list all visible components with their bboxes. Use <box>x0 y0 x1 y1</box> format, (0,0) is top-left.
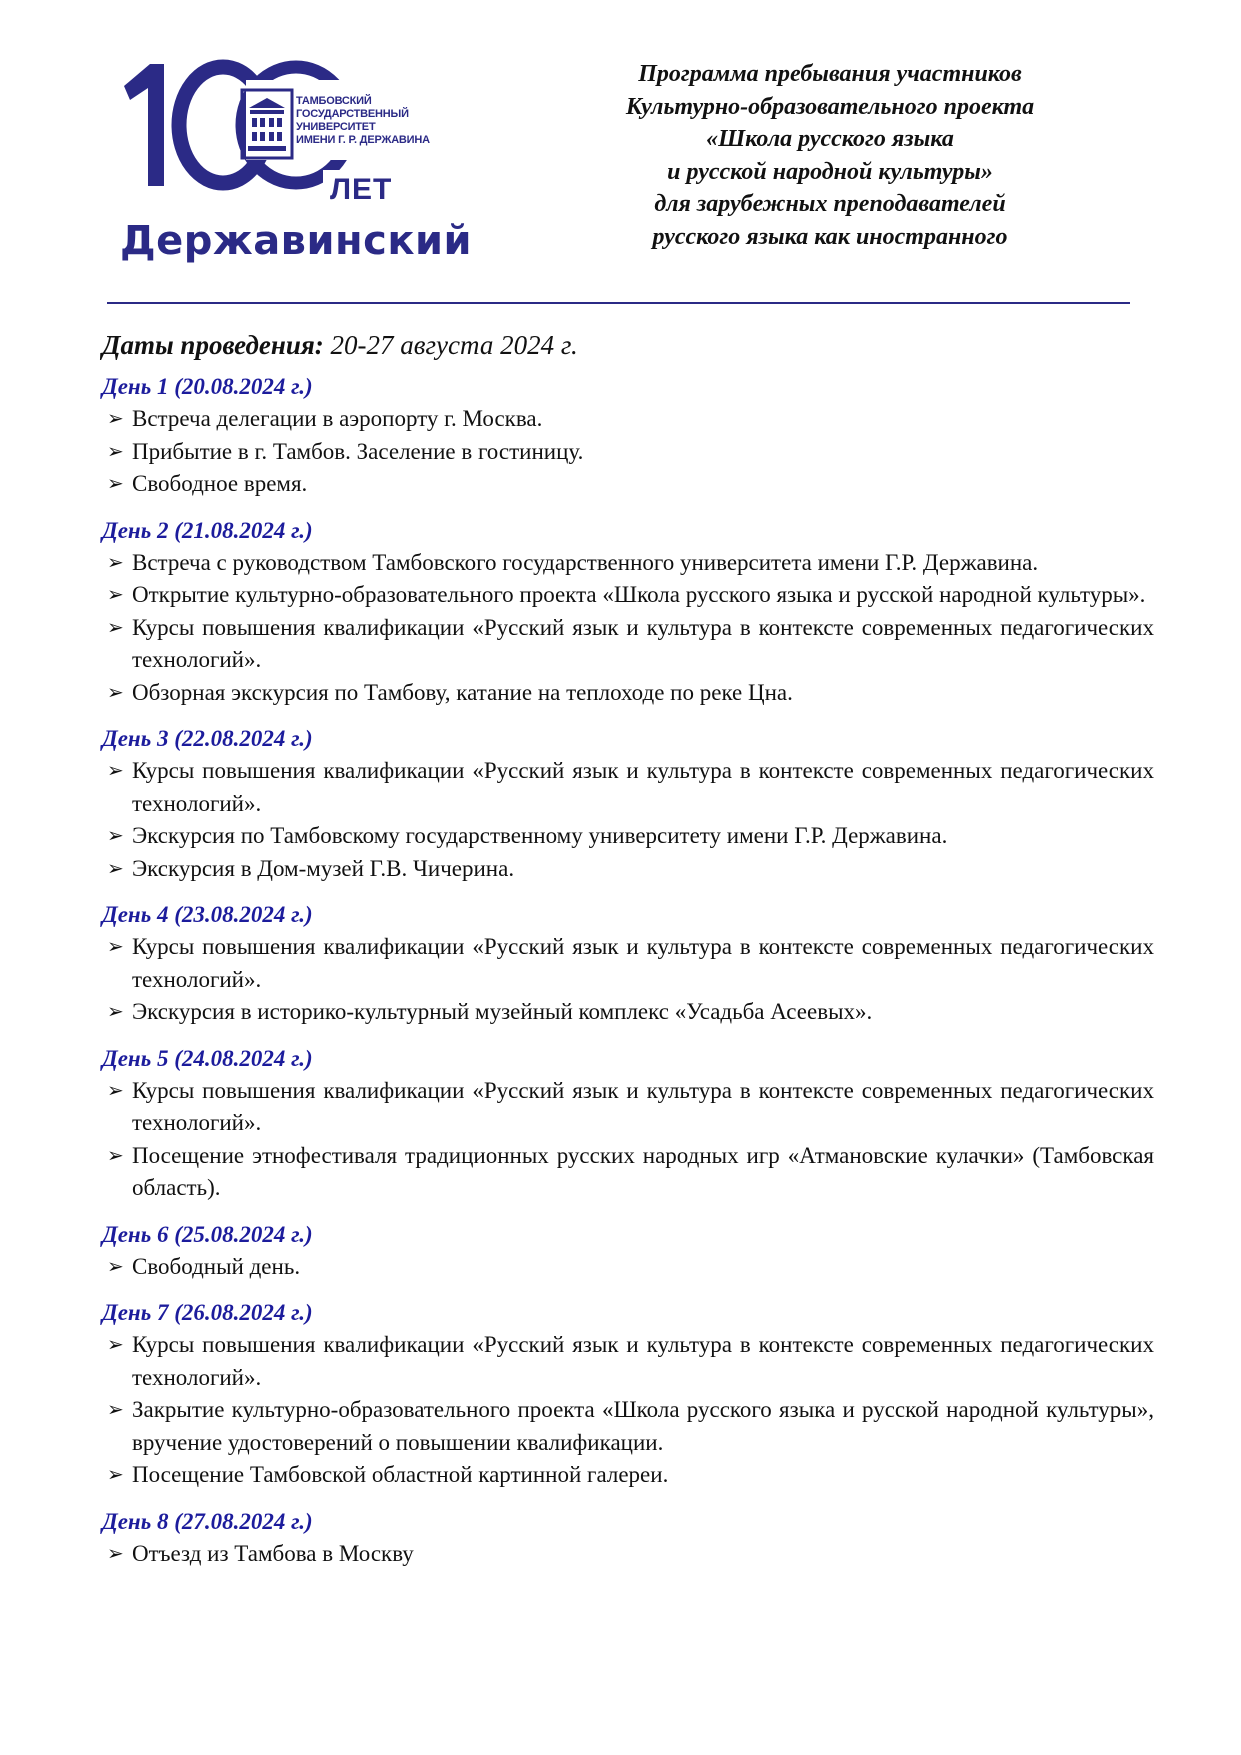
day-title: День 1 (20.08.2024 г.) <box>102 374 313 399</box>
schedule-item-text: Прибытие в г. Тамбов. Заселение в гостиницу. <box>132 438 584 464</box>
day-section <box>102 723 1154 885</box>
schedule-item-text: Экскурсия в историко-культурный музейный комплекс «Усадьба Асеевых». <box>132 999 873 1024</box>
schedule-item <box>102 1394 1154 1459</box>
schedule-item-text: Курсы повышения квалификации «Русский язык и культура в контексте современных педагогических технологий». <box>132 614 1154 672</box>
schedule-item-text: Закрытие культурно-образовательного проекта «Школа русского языка и русской народной культуры», вручение удостоверений о повышении квалификации. <box>132 1397 1154 1455</box>
arrow-bullet-icon: ➢ <box>107 936 124 958</box>
dates-value: 20-27 августа 2024 г. <box>323 330 578 360</box>
schedule-item-text: Курсы повышения квалификации «Русский язык и культура в контексте современных педагогических технологий». <box>132 934 1154 992</box>
arrow-bullet-icon: ➢ <box>107 825 124 847</box>
university-logo <box>118 58 473 273</box>
schedule-item-text: Обзорная экскурсия по Тамбову, катание на теплоходе по реке Цна. <box>132 679 793 705</box>
day-section <box>102 899 1154 1029</box>
title-line: «Школа русского языка <box>706 126 954 152</box>
schedule-item <box>102 1329 1154 1394</box>
schedule-item <box>102 996 1154 1029</box>
logo-years-label: ЛЕТ <box>330 173 393 206</box>
arrow-bullet-icon: ➢ <box>107 408 124 430</box>
schedule-item-text: Отъезд из Тамбова в Москву <box>132 1540 414 1566</box>
schedule-item <box>102 403 1154 436</box>
dates-label: Даты проведения: <box>102 330 324 360</box>
arrow-bullet-icon: ➢ <box>107 616 124 639</box>
schedule-item <box>102 547 1154 580</box>
schedule-item <box>102 436 1154 469</box>
day-section <box>102 1219 1154 1284</box>
schedule-item-text: Свободное время. <box>132 471 308 496</box>
schedule-item <box>102 1075 1154 1140</box>
arrow-bullet-icon: ➢ <box>107 1001 124 1023</box>
schedule-item-text: Открытие культурно-образовательного проекта «Школа русского языка и русской народной культуры». <box>132 582 1146 607</box>
schedule-item-text: Посещение Тамбовской областной картинной галереи. <box>132 1462 669 1487</box>
schedule-item-text: Свободный день. <box>132 1253 301 1279</box>
schedule-item <box>102 612 1154 677</box>
title-line: и русской народной культуры» <box>667 158 993 185</box>
schedule-item-text: Встреча с руководством Тамбовского государственного университета имени Г.Р. Державина. <box>132 549 1039 575</box>
title-line: русского языка как иностранного <box>652 223 1008 250</box>
arrow-bullet-icon: ➢ <box>107 1144 124 1167</box>
day-title: День 5 (24.08.2024 г.) <box>102 1045 313 1071</box>
schedule-item <box>102 1538 1154 1571</box>
program-content <box>102 330 1154 1584</box>
schedule-item-text: Встреча делегации в аэропорту г. Москва. <box>132 406 543 431</box>
arrow-bullet-icon: ➢ <box>107 440 124 463</box>
schedule-item <box>102 579 1154 612</box>
arrow-bullet-icon: ➢ <box>107 551 124 574</box>
schedule-item <box>102 931 1154 996</box>
schedule-item <box>102 755 1154 820</box>
arrow-bullet-icon: ➢ <box>107 760 124 782</box>
day-title: День 2 (21.08.2024 г.) <box>102 517 313 543</box>
schedule-item-text: Курсы повышения квалификации «Русский язык и культура в контексте современных педагогических технологий». <box>132 758 1154 816</box>
arrow-bullet-icon: ➢ <box>107 681 124 704</box>
title-line: Культурно-образовательного проекта <box>625 93 1035 120</box>
schedule-item-text: Экскурсия в Дом-музей Г.В. Чичерина. <box>132 855 515 881</box>
title-line: для зарубежных преподавателей <box>654 191 1006 217</box>
day-title: День 3 (22.08.2024 г.) <box>102 726 313 751</box>
logo-university-name: ТАМБОВСКИЙ ГОСУДАРСТВЕННЫЙ УНИВЕРСИТЕТ ИМЕНИ Г. Р. ДЕРЖАВИНА <box>296 95 430 146</box>
arrow-bullet-icon: ➢ <box>107 1334 124 1356</box>
arrow-bullet-icon: ➢ <box>107 473 124 495</box>
schedule-item <box>102 1459 1154 1492</box>
program-title <box>540 58 1120 253</box>
event-dates <box>102 330 1154 361</box>
day-section <box>102 371 1154 501</box>
days-list <box>102 371 1154 1570</box>
day-section <box>102 1506 1154 1571</box>
day-section <box>102 1297 1154 1492</box>
logo-brand-name: Державинский <box>120 218 473 264</box>
header-divider <box>107 302 1130 304</box>
day-title: День 8 (27.08.2024 г.) <box>102 1508 313 1534</box>
schedule-item <box>102 468 1154 501</box>
schedule-item <box>102 820 1154 853</box>
arrow-bullet-icon: ➢ <box>107 584 124 606</box>
arrow-bullet-icon: ➢ <box>107 1079 124 1102</box>
day-title: День 4 (23.08.2024 г.) <box>102 902 313 927</box>
day-section <box>102 1043 1154 1205</box>
day-title: День 6 (25.08.2024 г.) <box>102 1221 313 1247</box>
schedule-item-text: Экскурсия по Тамбовскому государственному университету имени Г.Р. Державина. <box>132 823 948 848</box>
arrow-bullet-icon: ➢ <box>107 1542 124 1565</box>
arrow-bullet-icon: ➢ <box>107 1255 124 1278</box>
arrow-bullet-icon: ➢ <box>107 857 124 880</box>
schedule-item-text: Курсы повышения квалификации «Русский язык и культура в контексте современных педагогических технологий». <box>132 1332 1154 1390</box>
day-section <box>102 515 1154 710</box>
schedule-item <box>102 1251 1154 1284</box>
title-line: Программа пребывания участников <box>638 61 1022 87</box>
arrow-bullet-icon: ➢ <box>107 1464 124 1486</box>
schedule-item-text: Посещение этнофестиваля традиционных русских народных игр «Атмановские кулачки» (Тамбовская область). <box>132 1142 1154 1200</box>
schedule-item <box>102 1140 1154 1205</box>
schedule-item <box>102 853 1154 886</box>
schedule-item-text: Курсы повышения квалификации «Русский язык и культура в контексте современных педагогических технологий». <box>132 1077 1154 1135</box>
schedule-item <box>102 677 1154 710</box>
arrow-bullet-icon: ➢ <box>107 1399 124 1421</box>
day-title: День 7 (26.08.2024 г.) <box>102 1300 313 1325</box>
